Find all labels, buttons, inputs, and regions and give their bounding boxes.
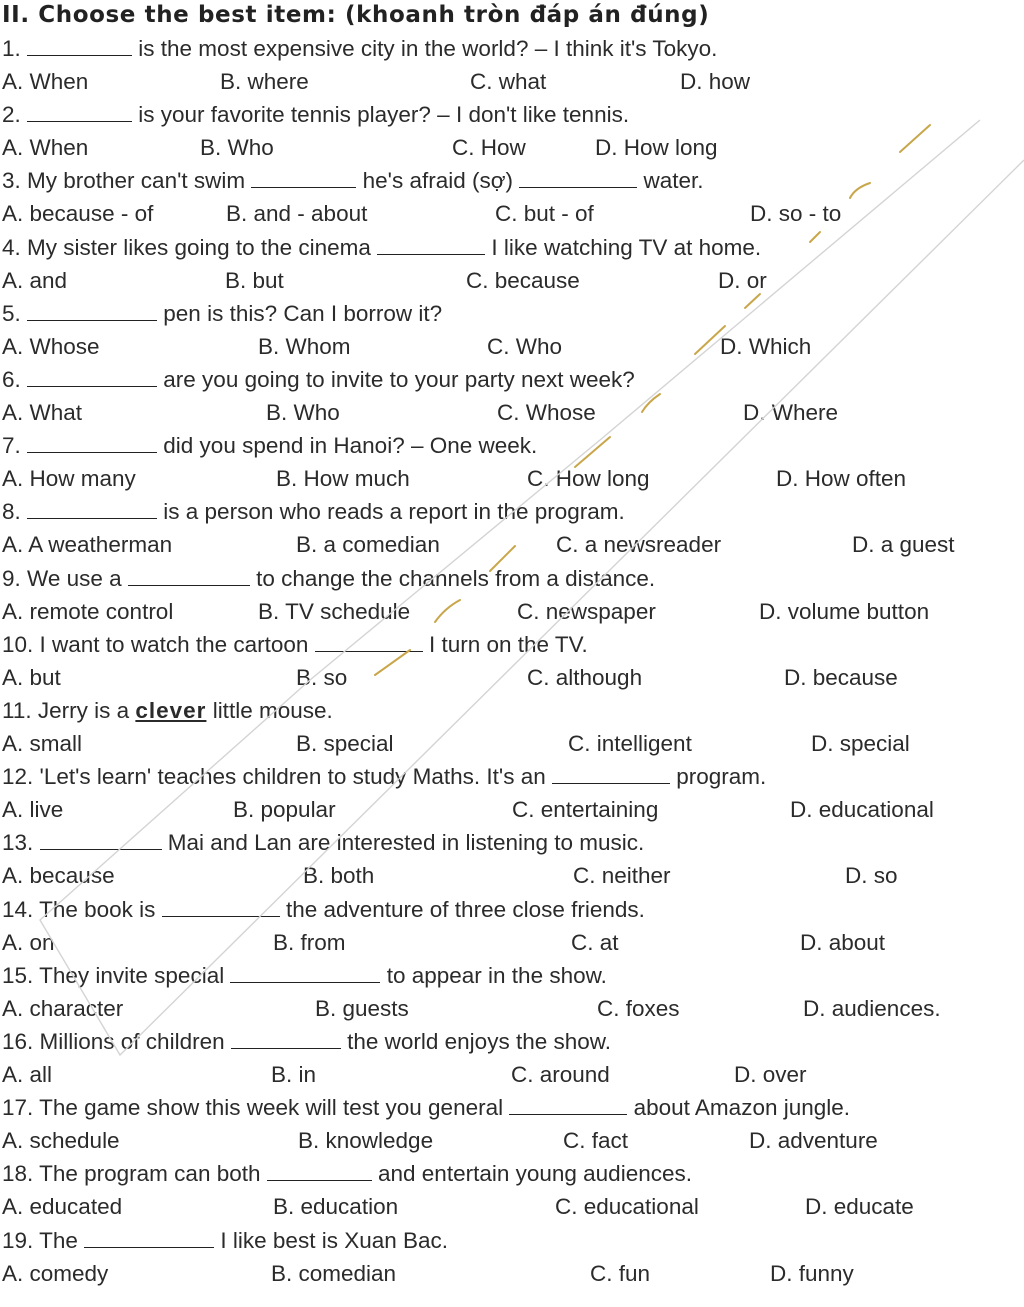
option-a[interactable]: A. comedy (2, 1260, 109, 1286)
answer-blank[interactable] (27, 303, 157, 321)
answer-blank[interactable] (519, 170, 637, 188)
question-fragment: to appear in the show. (380, 962, 607, 988)
option-c[interactable]: C. although (527, 664, 643, 690)
answer-blank[interactable] (27, 369, 157, 387)
option-c[interactable]: C. fact (563, 1128, 629, 1154)
question-text (2, 963, 607, 989)
option-d[interactable]: D. How long (595, 135, 718, 161)
option-d[interactable]: D. volume button (759, 598, 930, 624)
option-d[interactable]: D. how (680, 69, 751, 94)
question-fragment: 16. Millions of children (2, 1029, 231, 1054)
answer-blank[interactable] (552, 766, 670, 784)
option-c[interactable]: C. educational (555, 1194, 699, 1220)
question-fragment: 9. We use a (2, 565, 128, 591)
question-fragment: 13. (2, 830, 40, 856)
question-fragment: 11. Jerry is a (2, 698, 136, 723)
option-a[interactable]: A. small (2, 731, 83, 756)
option-b[interactable]: B. a comedian (296, 532, 440, 558)
answer-blank[interactable] (84, 1230, 214, 1248)
option-c[interactable]: C. foxes (597, 995, 680, 1021)
option-a[interactable]: A. on (2, 929, 55, 955)
question-fragment: pen is this? Can I borrow it? (157, 300, 443, 326)
option-c[interactable]: C. around (511, 1062, 610, 1087)
option-d[interactable]: D. or (718, 267, 767, 293)
option-c[interactable]: C. How long (527, 466, 650, 492)
question-text (2, 367, 635, 393)
option-b[interactable]: B. in (271, 1062, 317, 1087)
answer-blank[interactable] (315, 634, 423, 652)
option-d[interactable]: D. about (800, 929, 886, 955)
option-a[interactable]: A. remote control (2, 598, 174, 624)
answer-blank[interactable] (128, 568, 250, 586)
answer-blank[interactable] (162, 899, 280, 917)
option-a[interactable]: A. live (2, 797, 64, 823)
answer-blank[interactable] (27, 435, 157, 453)
question-fragment: he's afraid (sợ) (356, 168, 520, 194)
question-text (2, 830, 644, 856)
question-fragment: Mai and Lan are interested in listening to music. (161, 830, 645, 856)
section-heading: II. Choose the best item: (khoanh tròn đáp án đúng) (2, 2, 710, 28)
question-fragment: 18. The program can both (2, 1161, 267, 1187)
question-text (2, 566, 655, 592)
option-b[interactable]: B. TV schedule (258, 598, 411, 624)
question-fragment: 12. 'Let's learn' teaches children to study Maths. It's an (2, 764, 552, 790)
underlined-word: clever (135, 698, 207, 723)
question-text (2, 764, 766, 790)
option-a[interactable]: A. all (2, 1062, 53, 1087)
question-fragment: is the most expensive city in the world? – I think it's Tokyo. (132, 36, 718, 61)
option-b[interactable]: B. Whom (258, 333, 351, 359)
question-text (2, 36, 717, 62)
option-b[interactable]: B. popular (233, 797, 336, 823)
option-c[interactable]: C. at (571, 929, 619, 955)
option-d[interactable]: D. because (784, 664, 898, 690)
option-d[interactable]: D. a guest (852, 532, 955, 558)
answer-blank[interactable] (27, 501, 157, 519)
question-fragment: the adventure of three close friends. (279, 896, 645, 922)
answer-blank[interactable] (377, 237, 485, 255)
question-text (2, 301, 442, 327)
answer-blank[interactable] (251, 170, 356, 188)
question-fragment: is a person who reads a report in the program. (157, 499, 625, 525)
option-a[interactable]: A. character (2, 995, 124, 1021)
option-c[interactable]: C. but - of (495, 201, 594, 227)
option-b[interactable]: B. knowledge (298, 1128, 434, 1154)
question-fragment: 4. My sister likes going to the cinema (2, 234, 378, 260)
option-b[interactable]: B. guests (315, 995, 409, 1021)
option-c[interactable]: C. because (466, 267, 580, 293)
option-d[interactable]: D. How often (776, 466, 907, 492)
question-text (2, 632, 588, 658)
option-b[interactable]: B. special (296, 731, 394, 756)
option-d[interactable]: D. Which (720, 333, 812, 359)
question-fragment: 19. The (2, 1227, 85, 1253)
option-d[interactable]: D. funny (770, 1260, 854, 1286)
option-b[interactable]: B. where (220, 69, 309, 94)
question-fragment: and entertain young audiences. (371, 1161, 692, 1187)
option-c[interactable]: C. fun (590, 1260, 651, 1286)
question-text (2, 1161, 692, 1187)
option-b[interactable]: B. from (273, 929, 346, 955)
question-fragment: 5. (2, 300, 28, 326)
option-a[interactable]: A. What (2, 400, 83, 425)
question-fragment: 8. (2, 499, 28, 525)
option-a[interactable]: A. When (2, 135, 89, 161)
option-b[interactable]: B. How much (276, 466, 410, 492)
question-fragment: did you spend in Hanoi? – One week. (157, 433, 538, 459)
option-d[interactable]: D. so (845, 863, 898, 889)
option-b[interactable]: B. Who (266, 400, 340, 425)
option-b[interactable]: B. and - about (226, 201, 368, 227)
option-c[interactable]: C. newspaper (517, 598, 656, 624)
option-a[interactable]: A. educated (2, 1194, 123, 1220)
option-b[interactable]: B. comedian (271, 1260, 397, 1286)
question-fragment: 1. (2, 36, 28, 61)
answer-blank[interactable] (231, 1031, 341, 1049)
option-a[interactable]: A. because - of (2, 201, 154, 227)
option-d[interactable]: D. special (811, 731, 910, 756)
question-fragment: little mouse. (206, 698, 333, 723)
option-d[interactable]: D. educate (805, 1194, 914, 1220)
option-a[interactable]: A. How many (2, 466, 136, 492)
answer-blank[interactable] (267, 1163, 372, 1181)
question-fragment: I like best is Xuan Bac. (214, 1227, 449, 1253)
question-text (2, 698, 333, 724)
question-text (2, 235, 761, 261)
question-fragment: water. (637, 168, 704, 194)
option-c[interactable]: C. entertaining (512, 797, 659, 823)
answer-blank[interactable] (230, 965, 380, 983)
option-d[interactable]: D. audiences. (803, 995, 941, 1021)
question-text (2, 1029, 611, 1055)
question-text (2, 102, 629, 128)
option-d[interactable]: D. adventure (749, 1128, 878, 1154)
question-fragment: 7. (2, 433, 28, 459)
answer-blank[interactable] (27, 38, 132, 56)
question-fragment: the world enjoys the show. (340, 1029, 612, 1054)
option-a[interactable]: A. and (2, 267, 68, 293)
answer-blank[interactable] (27, 104, 132, 122)
option-a[interactable]: A. Whose (2, 333, 100, 359)
question-fragment: 10. I want to watch the cartoon (2, 631, 315, 657)
answer-blank[interactable] (40, 832, 162, 850)
option-c[interactable]: C. Whose (497, 400, 596, 425)
question-fragment: 3. My brother can't swim (2, 168, 252, 194)
question-fragment: 14. The book is (2, 896, 162, 922)
option-b[interactable]: B. so (296, 664, 348, 690)
question-text (2, 1228, 448, 1254)
option-b[interactable]: B. but (225, 267, 284, 293)
option-d[interactable]: D. so - to (750, 201, 842, 227)
question-fragment: 17. The game show this week will test you general (2, 1095, 510, 1121)
option-c[interactable]: C. neither (573, 863, 671, 889)
option-a[interactable]: A. because (2, 863, 115, 889)
question-text (2, 1095, 850, 1121)
question-fragment: about Amazon jungle. (627, 1095, 851, 1121)
option-c[interactable]: C. Who (487, 333, 563, 359)
option-c[interactable]: C. a newsreader (556, 532, 722, 558)
option-c[interactable]: C. How (452, 135, 526, 161)
option-a[interactable]: A. schedule (2, 1128, 120, 1154)
answer-blank[interactable] (509, 1097, 627, 1115)
option-a[interactable]: A. A weatherman (2, 532, 173, 558)
question-fragment: is your favorite tennis player? – I don't like tennis. (132, 102, 630, 128)
question-fragment: I turn on the TV. (422, 631, 588, 657)
question-fragment: program. (669, 764, 767, 790)
option-c[interactable]: C. what (470, 69, 547, 94)
question-fragment: 6. (2, 367, 28, 392)
question-fragment: 15. They invite special (2, 962, 231, 988)
question-fragment: 2. (2, 102, 28, 128)
option-d[interactable]: D. Where (743, 400, 839, 425)
question-fragment: are you going to invite to your party next week? (157, 367, 635, 392)
question-text (2, 499, 625, 525)
question-fragment: I like watching TV at home. (485, 234, 762, 260)
question-text (2, 897, 645, 923)
question-text (2, 433, 537, 459)
option-a[interactable]: A. When (2, 69, 89, 94)
question-text (2, 168, 704, 194)
option-b[interactable]: B. education (273, 1194, 399, 1220)
option-c[interactable]: C. intelligent (568, 731, 692, 756)
option-b[interactable]: B. Who (200, 135, 274, 161)
question-fragment: to change the channels from a distance. (249, 565, 656, 591)
option-a[interactable]: A. but (2, 664, 61, 690)
option-d[interactable]: D. over (734, 1062, 807, 1087)
option-b[interactable]: B. both (303, 863, 375, 889)
option-d[interactable]: D. educational (790, 797, 934, 823)
